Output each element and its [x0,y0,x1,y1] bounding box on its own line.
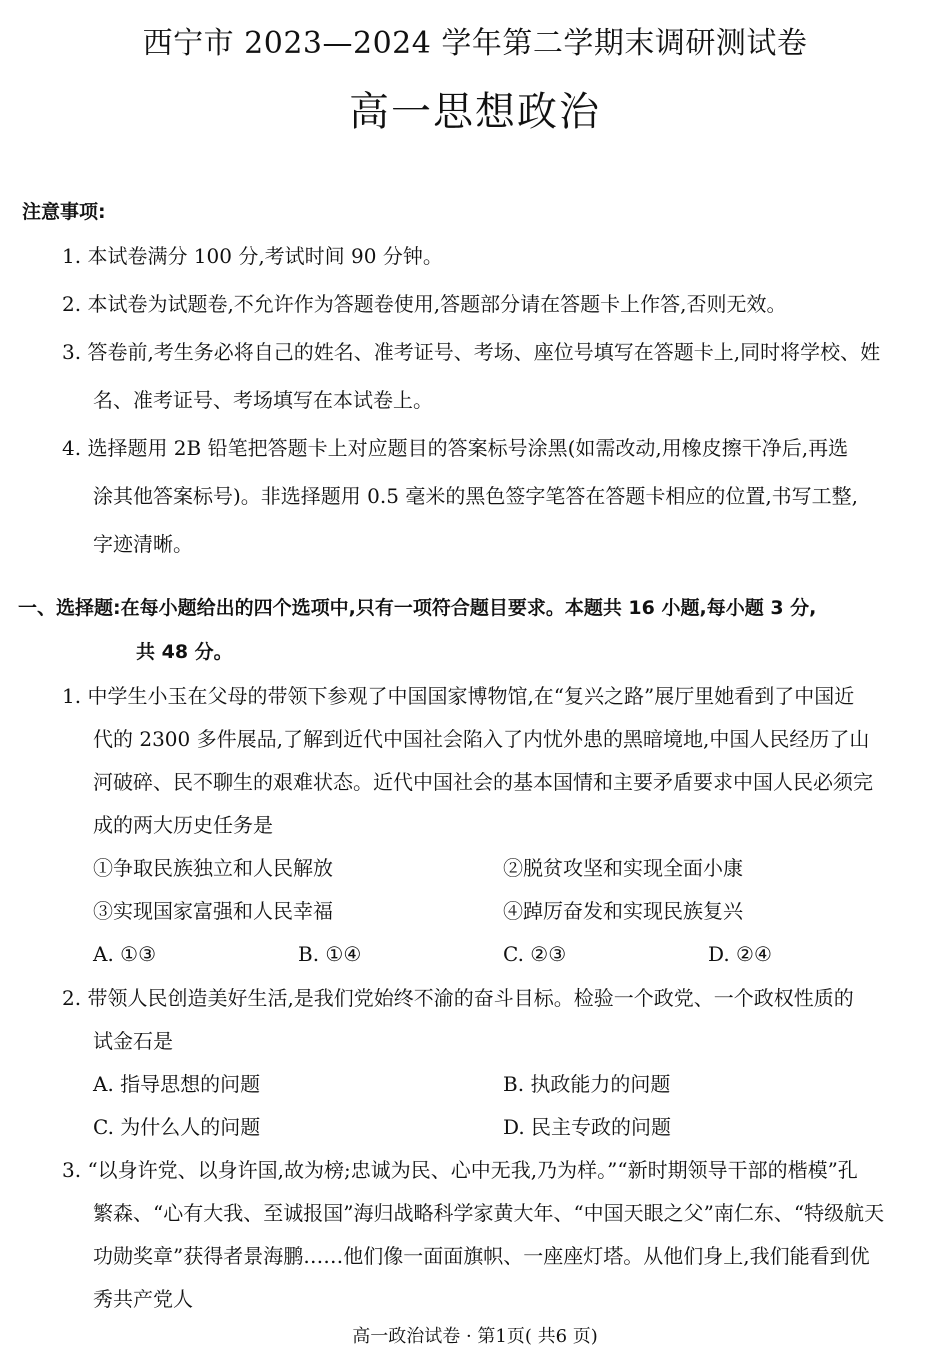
notice-item: 2. 本试卷为试题卷,不允许作为答题卷使用,答题部分请在答题卡上作答,否则无效。 [62,292,787,316]
question-1-stem: 1. 中学生小玉在父母的带领下参观了中国国家博物馆,在“复兴之路”展厅里她看到了中国近 [62,684,855,708]
notice-item-continued: 名、准考证号、考场填写在本试卷上。 [93,388,433,412]
subject-title: 高一思想政治 [349,89,601,135]
question-3-stem: 繁森、“心有大我、至诚报国”海归战略科学家黄大年、“中国天眼之父”南仁东、“特级航天 [93,1201,885,1225]
question-2-option-d: D. 民主专政的问题 [503,1115,672,1139]
notice-item-continued: 字迹清晰。 [93,532,193,556]
question-1-option-c: C. ②③ [503,942,567,966]
section-heading: 一、选择题:在每小题给出的四个选项中,只有一项符合题目要求。本题共 16 小题,每小题 3 分, [18,597,817,619]
question-2-option-b: B. 执政能力的问题 [503,1072,671,1096]
notice-heading: 注意事项: [22,201,106,223]
notice-item: 3. 答卷前,考生务必将自己的姓名、准考证号、考场、座位号填写在答题卡上,同时将学校、姓 [62,340,881,364]
question-3-stem: 功勋奖章”获得者景海鹏……他们像一面面旗帜、一座座灯塔。从他们身上,我们能看到优 [93,1244,870,1268]
question-1-option-a: A. ①③ [93,942,157,966]
question-2-stem: 2. 带领人民创造美好生活,是我们党始终不渝的奋斗目标。检验一个政党、一个政权性质的 [62,986,854,1010]
question-1-option-b: B. ①④ [298,942,362,966]
notice-item: 1. 本试卷满分 100 分,考试时间 90 分钟。 [62,244,443,268]
question-1-stem: 河破碎、民不聊生的艰难状态。近代中国社会的基本国情和主要矛盾要求中国人民必须完 [93,770,873,794]
question-1-statement: ②脱贫攻坚和实现全面小康 [503,856,743,880]
notice-item: 4. 选择题用 2B 铅笔把答题卡上对应题目的答案标号涂黑(如需改动,用橡皮擦干净后,再选 [62,436,849,460]
question-3-stem: 秀共产党人 [93,1287,193,1311]
question-2-stem: 试金石是 [93,1029,173,1053]
question-2-option-c: C. 为什么人的问题 [93,1115,261,1139]
question-1-statement: ④踔厉奋发和实现民族复兴 [503,899,743,923]
question-1-statement: ③实现国家富强和人民幸福 [93,899,333,923]
page-footer: 高一政治试卷 · 第1页( 共6 页) [352,1326,598,1347]
question-1-stem: 代的 2300 多件展品,了解到近代中国社会陷入了内忧外患的黑暗境地,中国人民经历了山 [93,727,870,751]
notice-item-continued: 涂其他答案标号)。非选择题用 0.5 毫米的黑色签字笔答在答题卡相应的位置,书写工整, [93,484,859,508]
exam-title: 西宁市 2023—2024 学年第二学期末调研测试卷 [142,26,808,61]
question-1-stem: 成的两大历史任务是 [93,813,273,837]
section-heading-continued: 共 48 分。 [136,641,233,663]
question-2-option-a: A. 指导思想的问题 [93,1072,261,1096]
question-1-statement: ①争取民族独立和人民解放 [93,856,333,880]
question-3-stem: 3. “以身许党、以身许国,故为榜;忠诚为民、心中无我,乃为样。”“新时期领导干部的楷模”孔 [62,1158,858,1182]
question-1-option-d: D. ②④ [708,942,772,966]
